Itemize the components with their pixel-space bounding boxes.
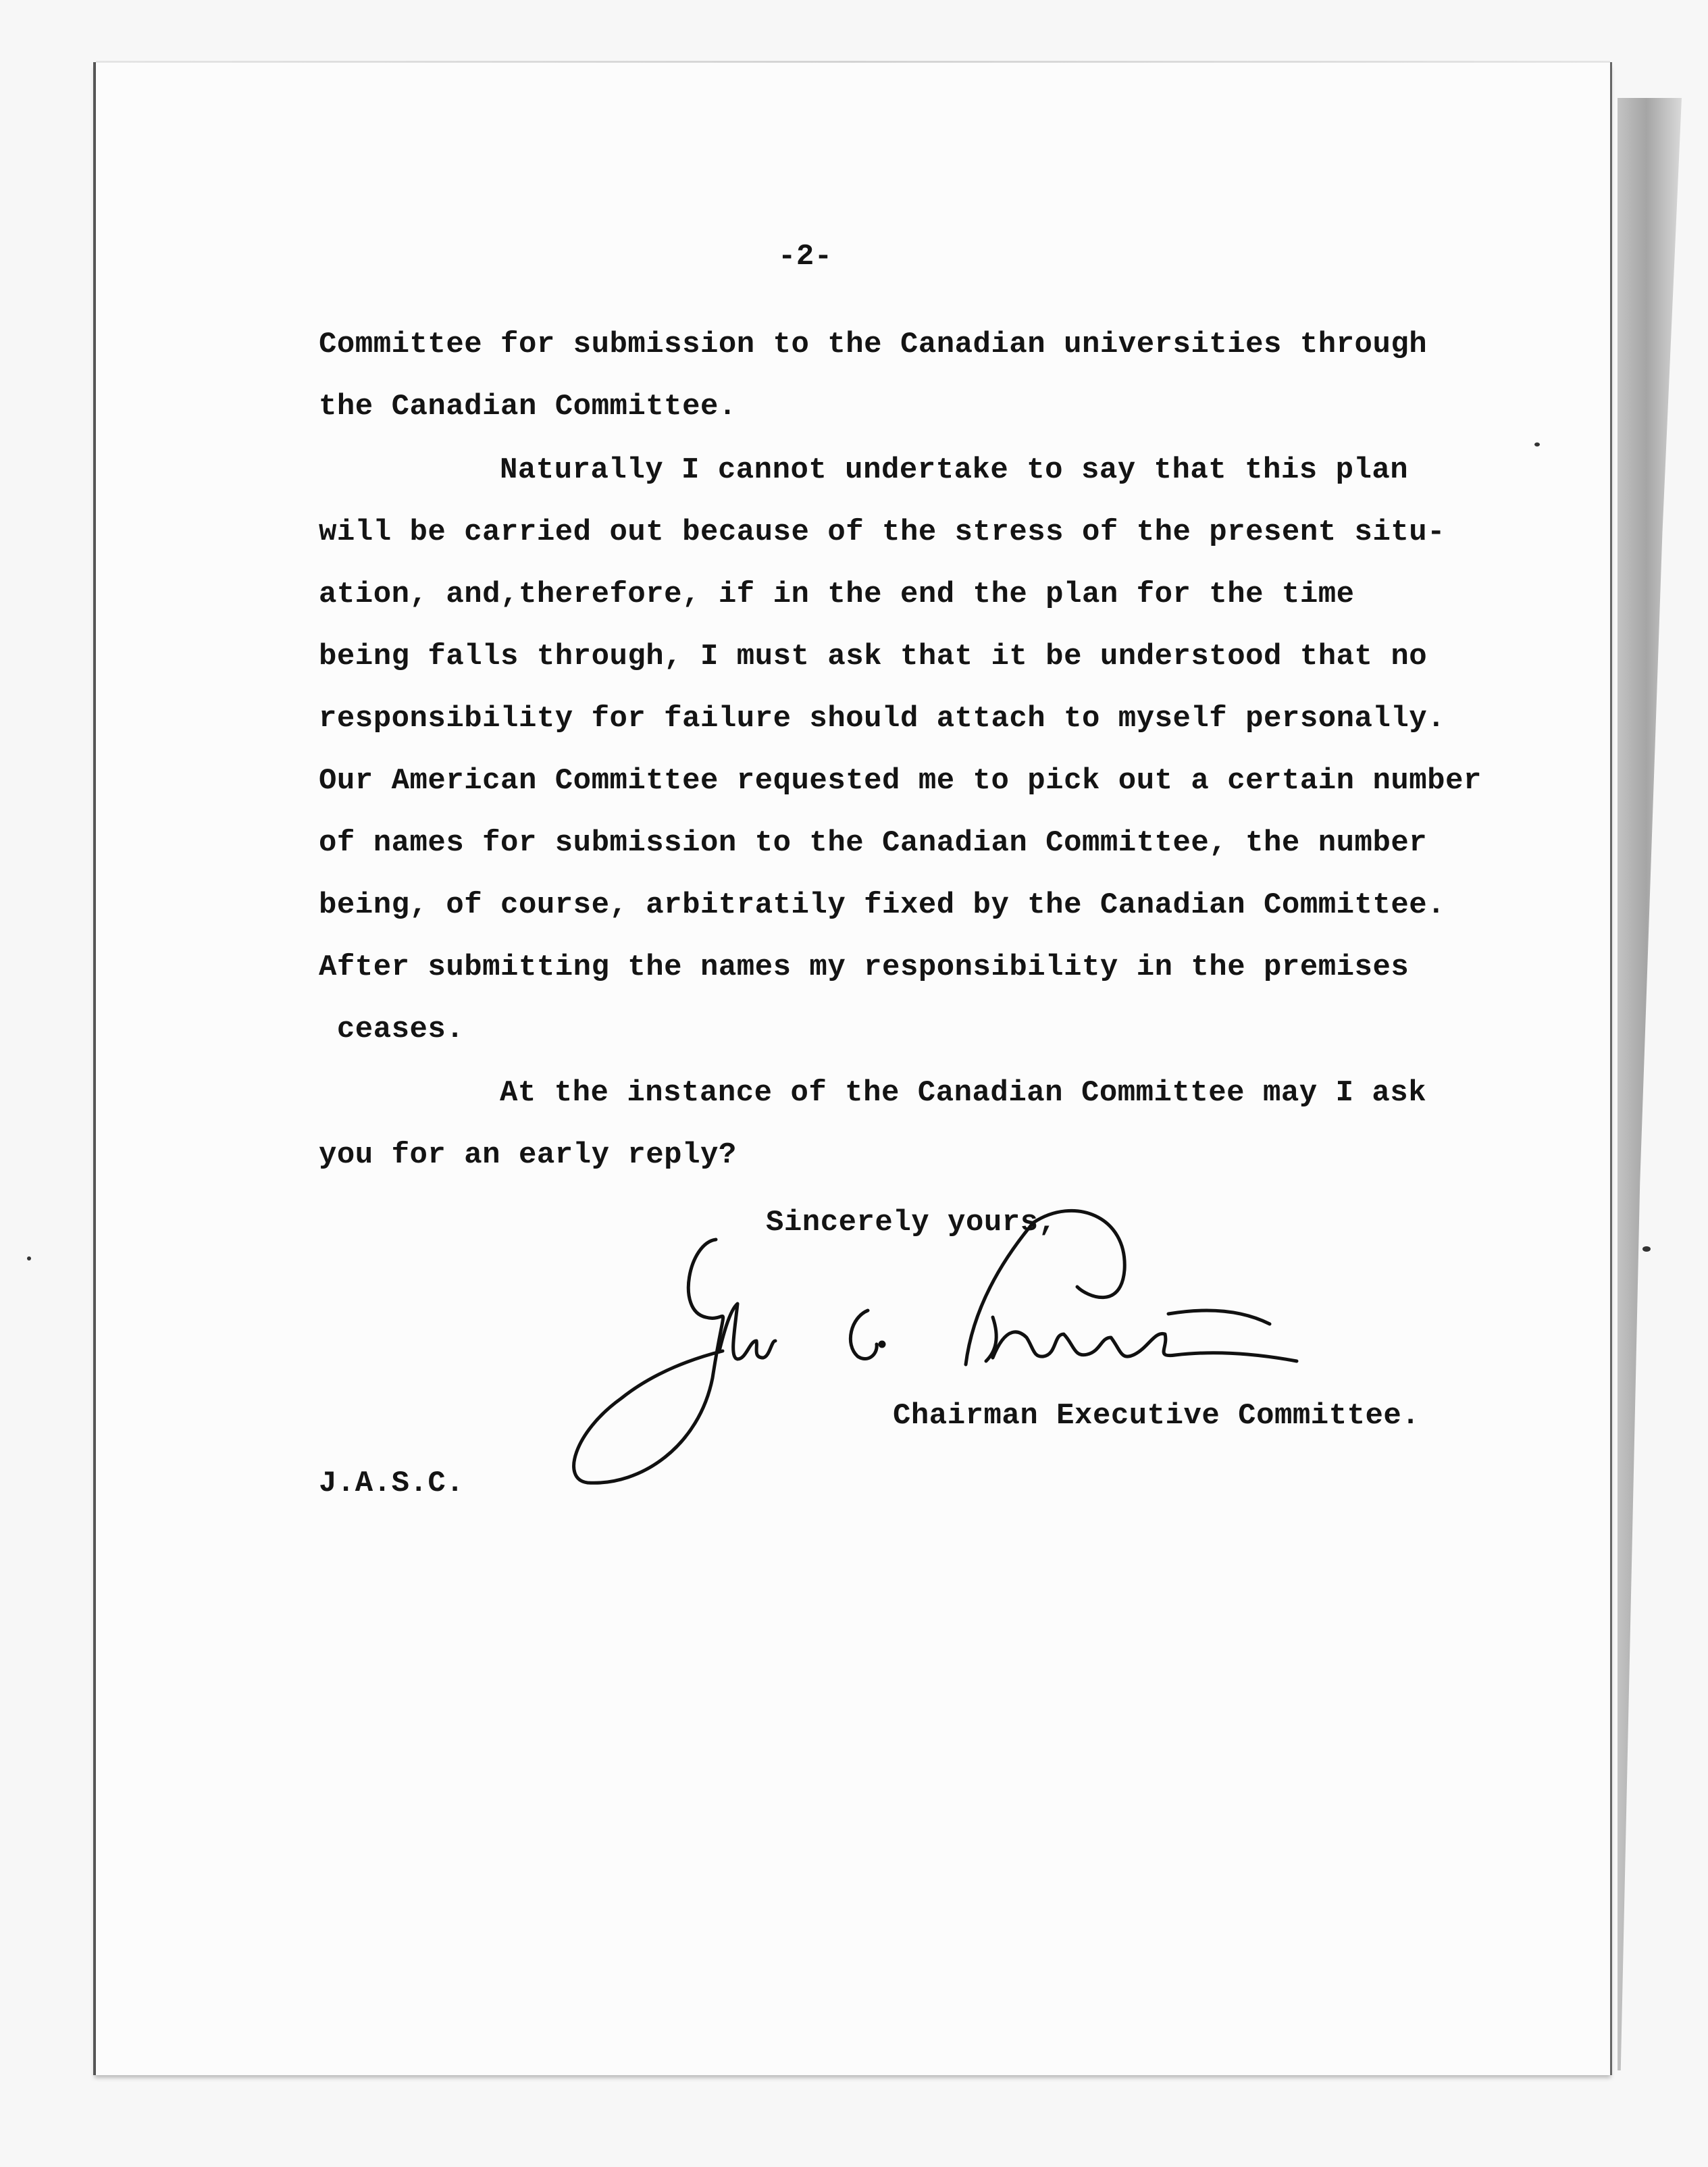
body-line: will be carried out because of the stress of the present situ- (319, 515, 1446, 549)
body-line: At the instance of the Canadian Committee may I ask (500, 1076, 1427, 1110)
scan-speck (1642, 1246, 1651, 1252)
body-line: Our American Committee requested me to pick out a certain number (319, 764, 1482, 798)
page-number: -2- (778, 240, 833, 274)
body-line: After submitting the names my responsibility in the premises (319, 950, 1409, 984)
closing-salutation: Sincerely yours, (766, 1206, 1057, 1240)
body-line: responsibility for failure should attach to myself personally. (319, 702, 1446, 736)
scan-speck (27, 1256, 31, 1260)
body-line: being falls through, I must ask that it be understood that no (319, 640, 1428, 673)
letter-page (93, 62, 1612, 2075)
handwritten-signature (561, 1202, 1547, 1486)
signer-title: Chairman Executive Committee. (893, 1399, 1420, 1433)
scan-speck (1534, 442, 1540, 447)
body-line: being, of course, arbitratily fixed by the Canadian Committee. (319, 888, 1446, 922)
body-line: Naturally I cannot undertake to say that this plan (500, 453, 1409, 487)
typist-initials: J.A.S.C. (319, 1467, 465, 1500)
body-line: Committee for submission to the Canadian universities through (319, 328, 1428, 361)
body-line: ation, and,therefore, if in the end the plan for the time (319, 578, 1355, 611)
body-line: ceases. (319, 1013, 465, 1046)
body-line: you for an early reply? (319, 1138, 737, 1172)
body-line: the Canadian Committee. (319, 390, 737, 424)
body-line: of names for submission to the Canadian Committee, the number (319, 826, 1428, 860)
